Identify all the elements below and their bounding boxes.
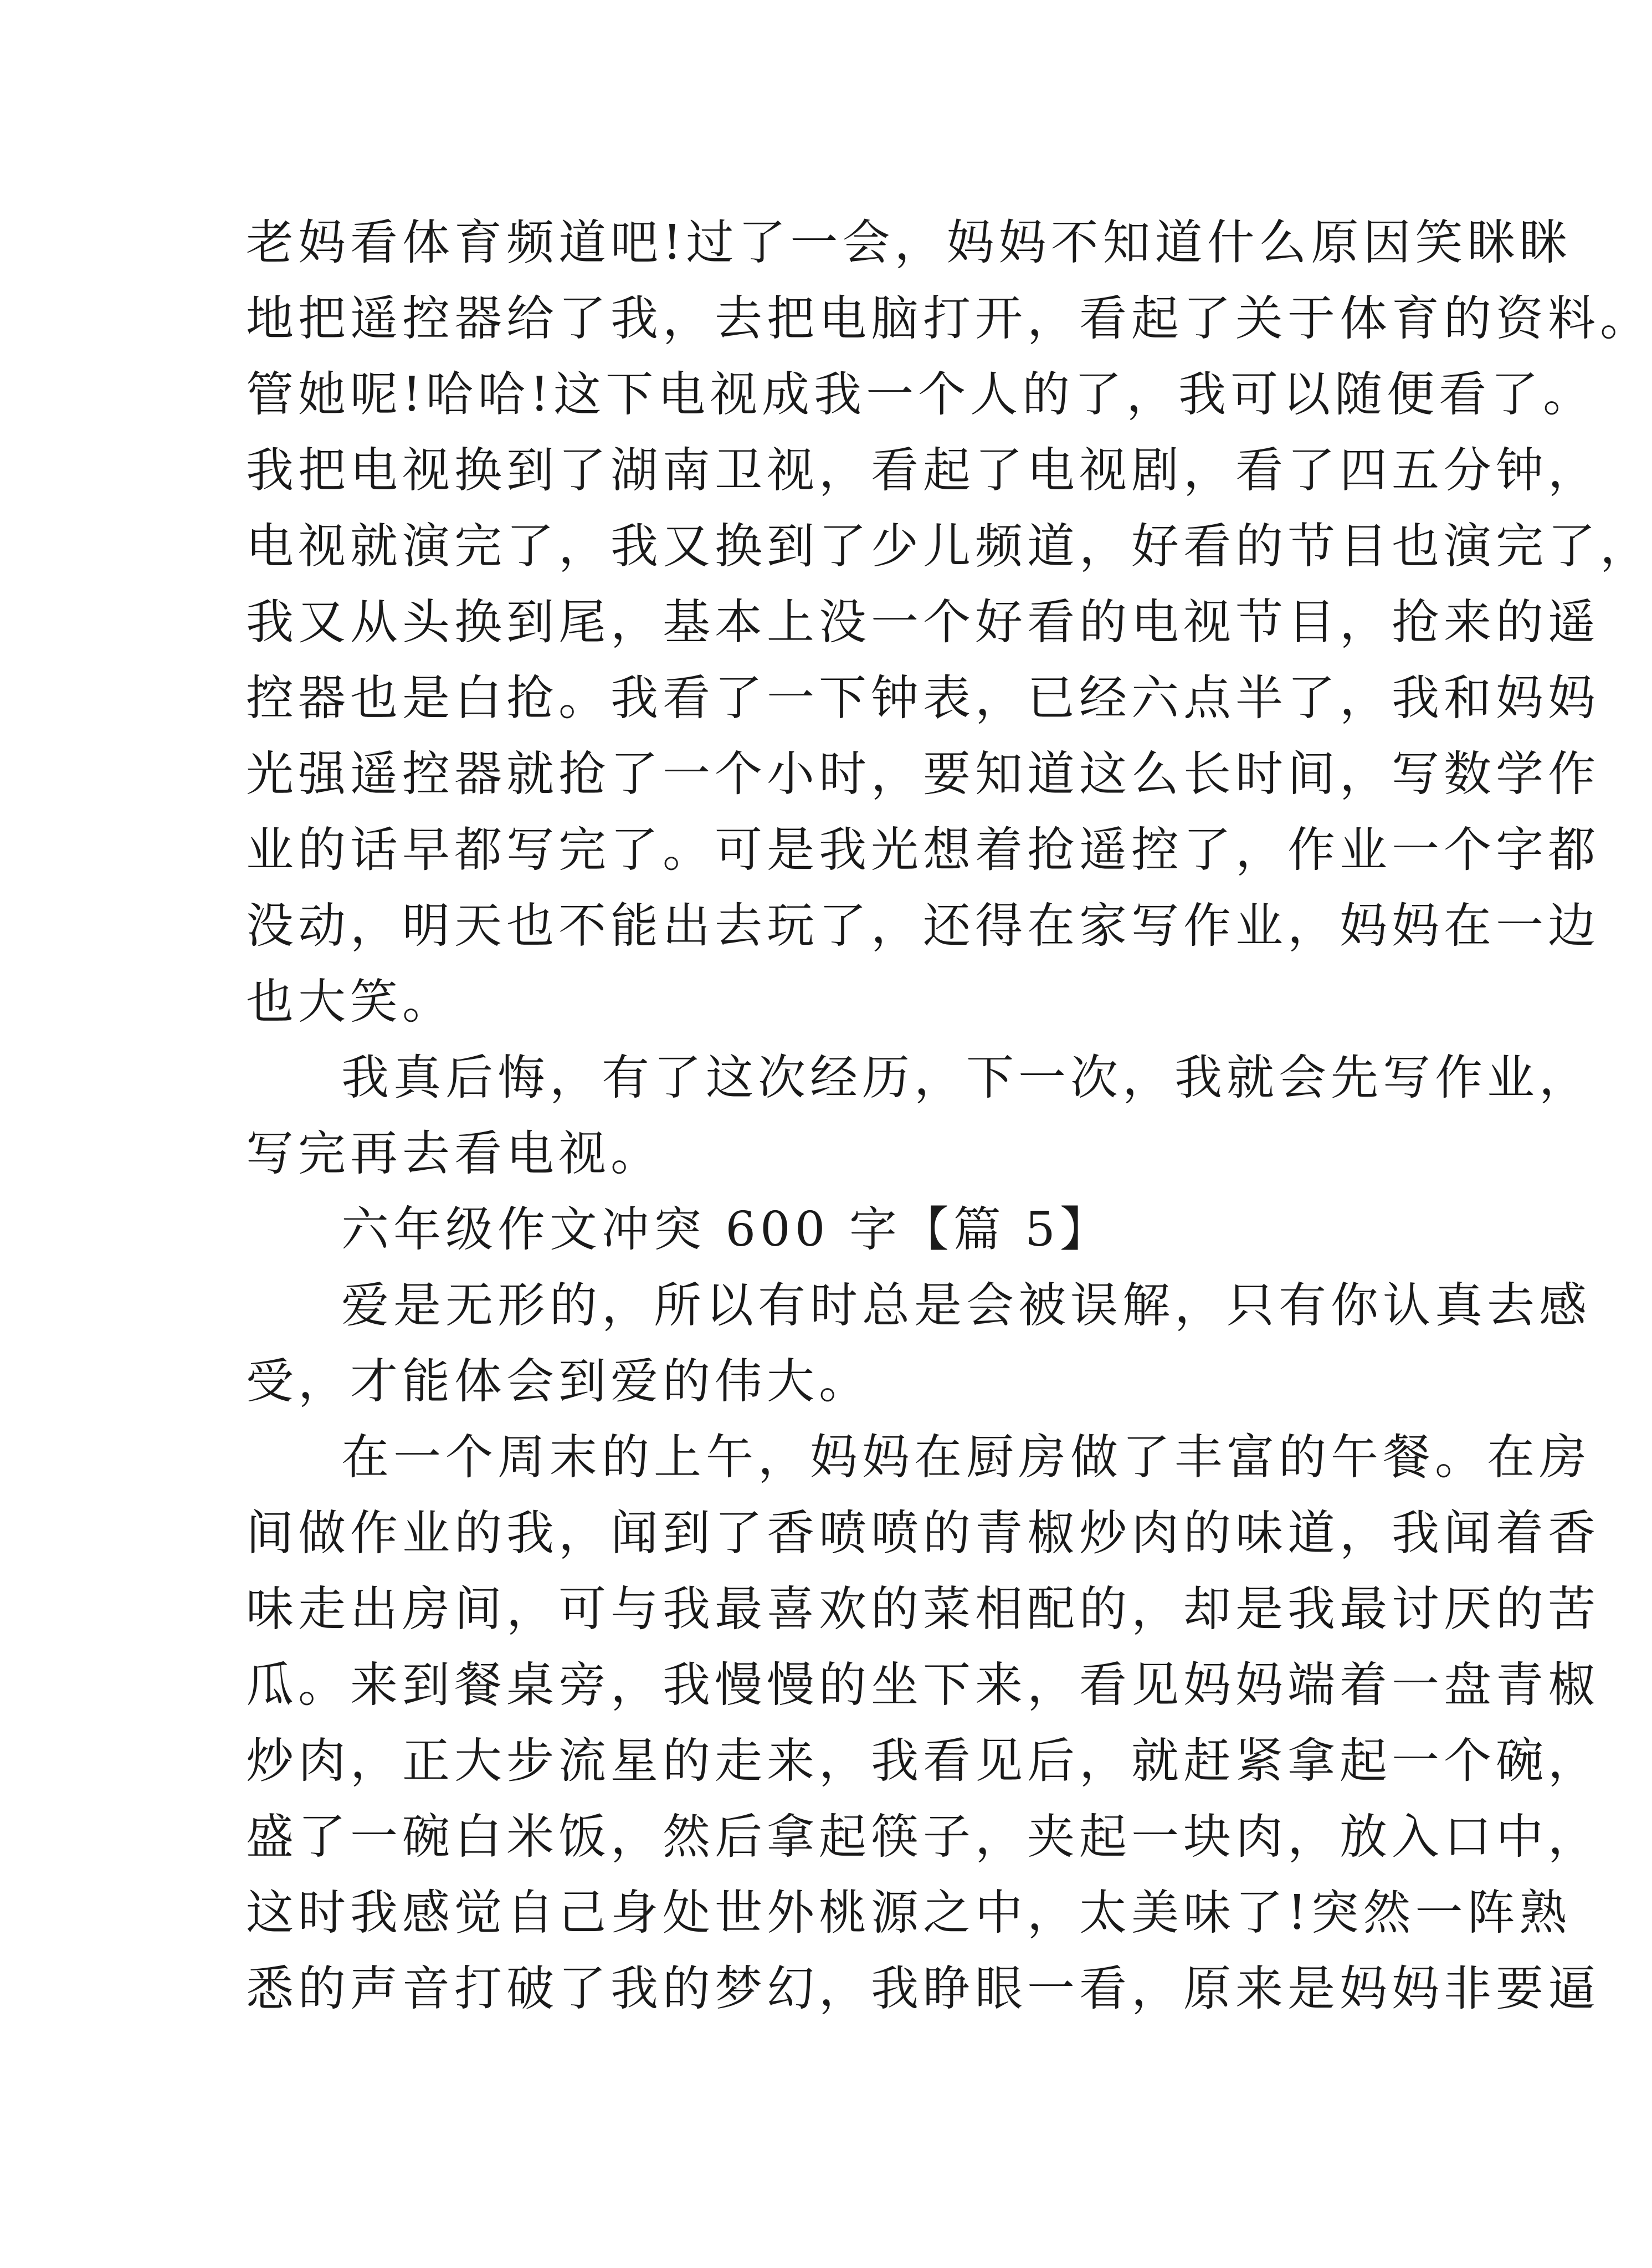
text-line: 在一个周末的上午，妈妈在厨房做了丰富的午餐。在房 (341, 1430, 1591, 1485)
paragraph (246, 1420, 1600, 2027)
paragraph (246, 1268, 1591, 1420)
text-line: 盛了一碗白米饭，然后拿起筷子，夹起一块肉，放入口中， (246, 1809, 1600, 1865)
text-line: 炒肉，正大步流星的走来，我看见后，就赶紧拿起一个碗， (246, 1733, 1600, 1789)
text-line: 我把电视换到了湖南卫视，看起了电视剧，看了四五分钟， (246, 443, 1600, 498)
paragraph (246, 205, 1652, 1040)
text-line: 老妈看体育频道吧!过了一会，妈妈不知道什么原因笑眯眯 (246, 215, 1572, 270)
text-line: 味走出房间，可与我最喜欢的菜相配的，却是我最讨厌的苦 (246, 1581, 1600, 1637)
text-line: 也大笑。 (246, 974, 454, 1030)
text-line: 光强遥控器就抢了一个小时，要知道这么长时间，写数学作 (246, 746, 1600, 802)
text-line: 没动，明天也不能出去玩了，还得在家写作业，妈妈在一边 (246, 898, 1600, 954)
text-line: 控器也是白抢。我看了一下钟表，已经六点半了，我和妈妈 (246, 670, 1600, 726)
text-line: 爱是无形的，所以有时总是会被误解，只有你认真去感 (341, 1278, 1591, 1333)
text-line: 地把遥控器给了我，去把电脑打开，看起了关于体育的资料。 (246, 291, 1652, 346)
heading-text: 六年级作文冲突 600 字【篇 5】 (341, 1202, 1112, 1257)
document-body (246, 205, 1652, 2027)
text-line: 这时我感觉自己身处世外桃源之中，太美味了!突然一阵熟 (246, 1885, 1572, 1941)
text-line: 悉的声音打破了我的梦幻，我睁眼一看，原来是妈妈非要逼 (246, 1961, 1600, 2016)
paragraph (246, 1040, 1591, 1192)
text-line: 写完再去看电视。 (246, 1126, 663, 1181)
text-line: 电视就演完了，我又换到了少儿频道，好看的节目也演完了， (246, 519, 1652, 574)
text-line: 我又从头换到尾，基本上没一个好看的电视节目，抢来的遥 (246, 595, 1600, 650)
text-line: 我真后悔，有了这次经历，下一次，我就会先写作业， (341, 1050, 1591, 1105)
text-line: 业的话早都写完了。可是我光想着抢遥控了，作业一个字都 (246, 822, 1600, 878)
text-line: 瓜。来到餐桌旁，我慢慢的坐下来，看见妈妈端着一盘青椒 (246, 1657, 1600, 1713)
text-line: 间做作业的我，闻到了香喷喷的青椒炒肉的味道，我闻着香 (246, 1506, 1600, 1561)
text-line: 管她呢!哈哈!这下电视成我一个人的了，我可以随便看了。 (246, 367, 1595, 422)
text-line: 受，才能体会到爱的伟大。 (246, 1354, 871, 1409)
section-heading (246, 1192, 1376, 1268)
